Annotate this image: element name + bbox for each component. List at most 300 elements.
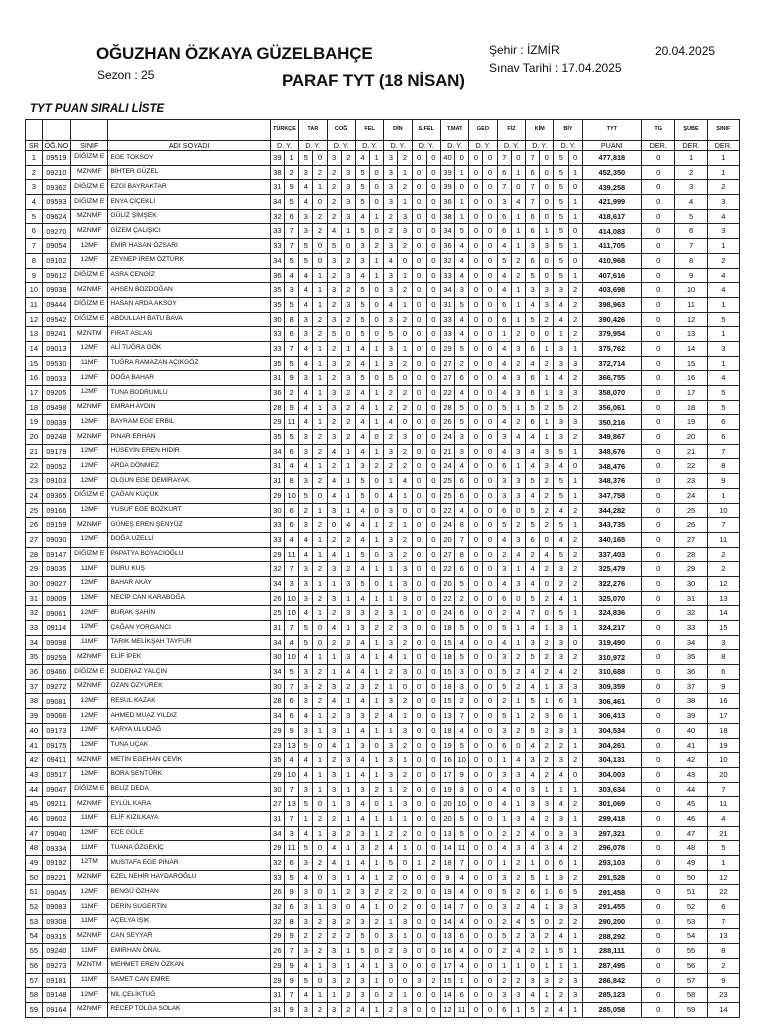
score-cell: 0 [412, 327, 426, 342]
class-rank-cell: 1 [707, 856, 739, 871]
score-cell: 34 [270, 635, 284, 650]
class-cell: DİĞİZM E [71, 782, 108, 797]
score-cell: 0 [540, 253, 554, 268]
score-cell: 3 [355, 826, 369, 841]
score-cell: 0 [469, 165, 483, 180]
branch-rank-cell: 25 [675, 503, 707, 518]
score-cell: 0 [426, 929, 440, 944]
rank-cell: 4 [26, 195, 43, 210]
table-row [26, 870, 740, 885]
score-cell: 4 [525, 679, 539, 694]
student-name-cell: EGE TOKSOY [108, 151, 270, 166]
class-rank-cell: 2 [707, 547, 739, 562]
student-name-cell: ARDA DÖNMEZ [108, 459, 270, 474]
score-cell: 1 [313, 958, 327, 973]
tg-rank-cell: 0 [641, 400, 675, 415]
score-cell: 1 [511, 797, 525, 812]
tg-rank-cell: 0 [641, 488, 675, 503]
rank-cell: 58 [26, 988, 43, 1003]
class-rank-cell: 3 [707, 195, 739, 210]
student-number-cell: 09081 [42, 694, 70, 709]
table-row [26, 606, 740, 621]
score-cell: 0 [511, 782, 525, 797]
score-cell: 2 [540, 738, 554, 753]
student-number-cell: 09542 [42, 312, 70, 327]
branch-rank-cell: 38 [675, 694, 707, 709]
score-cell: 36 [440, 195, 454, 210]
score-cell: 0 [313, 621, 327, 636]
score-cell: 0 [469, 988, 483, 1003]
score-cell: 0 [412, 415, 426, 430]
score-cell: 2 [327, 165, 341, 180]
rank-cell: 50 [26, 870, 43, 885]
score-cell: 6 [455, 371, 469, 386]
rank-cell: 44 [26, 782, 43, 797]
score-cell: 0 [412, 239, 426, 254]
table-row [26, 488, 740, 503]
score-cell: 2 [313, 679, 327, 694]
tg-rank-cell: 0 [641, 239, 675, 254]
score-cell: 2 [398, 547, 412, 562]
score-cell: 2 [384, 885, 398, 900]
score-cell: 6 [525, 341, 539, 356]
score-cell: 3 [384, 283, 398, 298]
score-cell: 0 [469, 430, 483, 445]
score-cell: 6 [284, 503, 298, 518]
score-cell: 1 [370, 723, 384, 738]
score-cell: 3 [284, 283, 298, 298]
score-cell: 4 [355, 753, 369, 768]
score-cell: 2 [398, 767, 412, 782]
score-cell: 11 [455, 841, 469, 856]
tg-rank-cell: 0 [641, 723, 675, 738]
score-cell: 0 [412, 709, 426, 724]
score-cell: 4 [355, 268, 369, 283]
score-cell: 0 [469, 151, 483, 166]
score-cell: 0 [469, 371, 483, 386]
score-cell: 1 [568, 591, 582, 606]
tg-rank-cell: 0 [641, 444, 675, 459]
tyt-score-cell: 344,282 [582, 503, 641, 518]
subject-header: KİM [525, 120, 553, 141]
score-cell: 0 [412, 753, 426, 768]
score-cell: 3 [384, 767, 398, 782]
score-cell: 0 [426, 180, 440, 195]
score-cell: 3 [384, 694, 398, 709]
score-cell: 5 [525, 474, 539, 489]
score-cell: 0 [412, 474, 426, 489]
score-cell: 4 [341, 518, 355, 533]
score-cell: 5 [554, 547, 568, 562]
score-cell: 0 [469, 518, 483, 533]
score-cell: 13 [284, 797, 298, 812]
score-cell: 1 [398, 488, 412, 503]
score-cell: 6 [497, 1002, 511, 1017]
score-cell: 6 [455, 988, 469, 1003]
score-cell: 0 [370, 180, 384, 195]
score-cell: 3 [554, 356, 568, 371]
score-cell: 2 [568, 283, 582, 298]
score-cell: 39 [440, 165, 454, 180]
score-cell: 1 [370, 635, 384, 650]
score-cell: 2 [341, 151, 355, 166]
score-cell: 28 [440, 400, 454, 415]
score-cell: 0 [426, 209, 440, 224]
score-cell: 7 [284, 224, 298, 239]
score-cell: 5 [355, 180, 369, 195]
tg-rank-cell: 0 [641, 944, 675, 959]
score-cell: 1 [568, 856, 582, 871]
score-cell: 3 [398, 621, 412, 636]
score-cell: 4 [525, 767, 539, 782]
student-name-cell: HÜSEYİN EREN HIDIR [108, 444, 270, 459]
score-cell: 1 [412, 856, 426, 871]
score-cell: 3 [398, 1002, 412, 1017]
score-cell: 2 [455, 591, 469, 606]
score-cell: 1 [370, 591, 384, 606]
score-cell: 3 [554, 870, 568, 885]
column-header: PUANI [582, 141, 641, 151]
score-cell: 2 [341, 973, 355, 988]
score-cell: 0 [426, 841, 440, 856]
score-cell: 5 [355, 576, 369, 591]
class-cell: DİĞİZM E [71, 665, 108, 680]
score-cell: 3 [384, 929, 398, 944]
score-cell: 0 [483, 209, 497, 224]
score-cell: 33 [270, 870, 284, 885]
score-cell: 4 [299, 356, 313, 371]
table-row [26, 709, 740, 724]
rank-cell: 27 [26, 532, 43, 547]
score-cell: 2 [341, 415, 355, 430]
score-cell: 2 [370, 782, 384, 797]
table-row [26, 811, 740, 826]
score-cell: 0 [483, 180, 497, 195]
score-cell: 2 [511, 723, 525, 738]
score-cell: 1 [341, 341, 355, 356]
student-name-cell: ENYA ÇİÇEKLİ [108, 195, 270, 210]
student-number-cell: 09498 [42, 400, 70, 415]
student-number-cell: 09259 [42, 650, 70, 665]
score-cell: 0 [426, 738, 440, 753]
column-header: ADI SOYADI [108, 141, 270, 151]
score-cell: 1 [370, 694, 384, 709]
rank-cell: 2 [26, 165, 43, 180]
score-cell: 3 [525, 283, 539, 298]
score-cell: 7 [497, 180, 511, 195]
rank-cell: 40 [26, 723, 43, 738]
score-cell: 1 [313, 709, 327, 724]
table-row [26, 224, 740, 239]
score-cell: 2 [497, 606, 511, 621]
class-rank-cell: 1 [707, 165, 739, 180]
score-cell: 1 [370, 386, 384, 401]
score-cell: 3 [540, 297, 554, 312]
score-cell: 0 [426, 885, 440, 900]
score-cell: 2 [341, 253, 355, 268]
class-cell: 11MF [71, 973, 108, 988]
score-cell: 2 [341, 1002, 355, 1017]
score-cell: 27 [440, 547, 454, 562]
tyt-score-cell: 304,534 [582, 723, 641, 738]
score-cell: 4 [525, 576, 539, 591]
student-number-cell: 09624 [42, 209, 70, 224]
score-cell: 6 [284, 694, 298, 709]
score-cell: 1 [384, 811, 398, 826]
score-cell: 3 [299, 591, 313, 606]
score-cell: 2 [341, 679, 355, 694]
score-cell: 6 [284, 856, 298, 871]
score-cell: 0 [412, 914, 426, 929]
score-cell: 1 [384, 562, 398, 577]
tyt-score-cell: 350,216 [582, 415, 641, 430]
score-cell: 3 [384, 151, 398, 166]
score-cell: 1 [540, 958, 554, 973]
tyt-score-cell: 439,258 [582, 180, 641, 195]
score-cell: 4 [355, 430, 369, 445]
tyt-score-cell: 319,490 [582, 635, 641, 650]
score-cell: 3 [299, 562, 313, 577]
branch-rank-cell: 17 [675, 386, 707, 401]
rank-cell: 25 [26, 503, 43, 518]
score-cell: 2 [511, 679, 525, 694]
score-cell: 4 [525, 738, 539, 753]
score-cell: 0 [483, 503, 497, 518]
score-cell: 0 [412, 591, 426, 606]
student-name-cell: DOĞA BAHAR [108, 371, 270, 386]
student-name-cell: BENGÜ ÖZHAN [108, 885, 270, 900]
class-cell: DİĞİZM E [71, 195, 108, 210]
class-rank-cell: 8 [707, 944, 739, 959]
score-cell: 7 [284, 239, 298, 254]
score-cell: 3 [568, 900, 582, 915]
tg-rank-cell: 0 [641, 224, 675, 239]
score-cell: 0 [412, 503, 426, 518]
score-cell: 0 [469, 679, 483, 694]
score-cell: 5 [355, 195, 369, 210]
rank-cell: 41 [26, 738, 43, 753]
score-cell: 0 [469, 606, 483, 621]
class-cell: DİĞİZM E [71, 151, 108, 166]
score-cell: 0 [469, 841, 483, 856]
score-cell: 0 [426, 518, 440, 533]
score-cell: 3 [568, 356, 582, 371]
score-cell: 34 [270, 709, 284, 724]
class-cell: MZNMF [71, 209, 108, 224]
student-name-cell: ALİ TUĞRA GÖK [108, 341, 270, 356]
student-number-cell: 09038 [42, 283, 70, 298]
table-row [26, 209, 740, 224]
score-cell: 1 [568, 518, 582, 533]
score-cell: 3 [497, 562, 511, 577]
tg-rank-cell: 0 [641, 870, 675, 885]
score-cell: 3 [299, 782, 313, 797]
score-cell: 4 [497, 797, 511, 812]
score-cell: 0 [540, 268, 554, 283]
score-cell: 4 [355, 356, 369, 371]
score-cell: 2 [554, 988, 568, 1003]
score-cell: 3 [525, 782, 539, 797]
score-cell: 3 [398, 224, 412, 239]
score-cell: 4 [355, 386, 369, 401]
branch-rank-cell: 57 [675, 973, 707, 988]
score-cell: 1 [568, 268, 582, 283]
score-cell: 8 [455, 547, 469, 562]
score-cell: 1 [313, 753, 327, 768]
score-cell: 1 [313, 400, 327, 415]
score-cell: 5 [284, 297, 298, 312]
student-name-cell: ZEYNEP İREM ÖZTÜRK [108, 253, 270, 268]
header-blank-cell [108, 120, 270, 141]
tg-rank-cell: 0 [641, 518, 675, 533]
score-cell: 0 [483, 165, 497, 180]
score-cell: 4 [554, 929, 568, 944]
score-cell: 0 [469, 650, 483, 665]
score-cell: 6 [497, 312, 511, 327]
score-cell: 1 [540, 621, 554, 636]
score-cell: 2 [384, 665, 398, 680]
score-cell: 1 [327, 650, 341, 665]
branch-rank-cell: 11 [675, 297, 707, 312]
score-cell: 2 [313, 444, 327, 459]
score-cell: 1 [455, 165, 469, 180]
class-rank-cell: 9 [707, 474, 739, 489]
score-cell: 5 [554, 474, 568, 489]
score-cell: 4 [299, 400, 313, 415]
score-cell: 7 [525, 180, 539, 195]
score-cell: 1 [540, 341, 554, 356]
score-cell: 0 [426, 797, 440, 812]
score-cell: 3 [299, 224, 313, 239]
score-cell: 0 [469, 929, 483, 944]
score-cell: 5 [299, 488, 313, 503]
subject-header: BİY [554, 120, 582, 141]
score-cell: 38 [440, 209, 454, 224]
rank-cell: 23 [26, 474, 43, 489]
score-cell: 6 [497, 738, 511, 753]
score-cell: 11 [284, 415, 298, 430]
score-cell: 0 [483, 1002, 497, 1017]
tyt-score-cell: 322,276 [582, 576, 641, 591]
score-cell: 5 [525, 400, 539, 415]
score-cell: 30 [270, 650, 284, 665]
score-cell: 3 [384, 606, 398, 621]
branch-rank-cell: 53 [675, 914, 707, 929]
score-cell: 40 [440, 151, 454, 166]
score-cell: 4 [511, 430, 525, 445]
score-cell: 3 [384, 268, 398, 283]
score-cell: 12 [440, 1002, 454, 1017]
score-cell: 3 [341, 797, 355, 812]
score-cell: 5 [455, 650, 469, 665]
score-cell: 1 [313, 650, 327, 665]
class-rank-cell: 14 [707, 606, 739, 621]
score-cell: 2 [370, 709, 384, 724]
score-cell: 4 [299, 415, 313, 430]
score-cell: 2 [341, 400, 355, 415]
score-cell: 0 [469, 665, 483, 680]
score-cell: 4 [355, 518, 369, 533]
score-cell: 24 [440, 606, 454, 621]
score-cell: 2 [313, 165, 327, 180]
score-cell: 13 [284, 738, 298, 753]
student-name-cell: EZGİ BAYRAKTAR [108, 180, 270, 195]
score-cell: 1 [341, 870, 355, 885]
score-cell: 3 [497, 767, 511, 782]
score-cell: 14 [440, 841, 454, 856]
subject-header: DİN [384, 120, 412, 141]
tg-rank-cell: 0 [641, 356, 675, 371]
score-cell: 3 [455, 444, 469, 459]
score-cell: 5 [455, 826, 469, 841]
tg-rank-cell: 0 [641, 430, 675, 445]
class-rank-cell: 2 [707, 180, 739, 195]
score-cell: 0 [469, 253, 483, 268]
score-cell: 29 [270, 973, 284, 988]
table-row [26, 782, 740, 797]
score-cell: 2 [299, 929, 313, 944]
score-cell: 0 [469, 782, 483, 797]
score-cell: 0 [483, 297, 497, 312]
score-cell: 1 [370, 856, 384, 871]
score-cell: 0 [370, 474, 384, 489]
student-name-cell: ABDULLAH BATU BAVA [108, 312, 270, 327]
student-name-cell: GİZEM ÇALIŞICI [108, 224, 270, 239]
score-cell: 3 [384, 356, 398, 371]
score-cell: 2 [398, 900, 412, 915]
class-rank-cell: 15 [707, 621, 739, 636]
class-rank-cell: 3 [707, 224, 739, 239]
score-cell: 3 [299, 312, 313, 327]
student-name-cell: RECEP TOLGA SOLAK [108, 1002, 270, 1017]
score-cell: 4 [455, 958, 469, 973]
score-cell: 1 [313, 576, 327, 591]
score-cell: 2 [568, 532, 582, 547]
score-cell: 7 [525, 606, 539, 621]
score-cell: 3 [568, 386, 582, 401]
tg-rank-cell: 0 [641, 782, 675, 797]
score-cell: 4 [341, 665, 355, 680]
score-cell: 4 [554, 503, 568, 518]
score-cell: 2 [497, 944, 511, 959]
score-cell: 0 [483, 679, 497, 694]
tg-rank-cell: 0 [641, 532, 675, 547]
score-cell: 10 [455, 797, 469, 812]
score-cell: 0 [412, 621, 426, 636]
branch-rank-cell: 19 [675, 415, 707, 430]
score-cell: 0 [370, 312, 384, 327]
class-cell: 11MF [71, 900, 108, 915]
score-cell: 3 [299, 694, 313, 709]
score-cell: 3 [284, 576, 298, 591]
print-date: 20.04.2025 [655, 44, 716, 58]
branch-rank-cell: 31 [675, 591, 707, 606]
table-row [26, 958, 740, 973]
student-name-cell: GÜNEŞ EREN ŞENYÜZ [108, 518, 270, 533]
tg-rank-cell: 0 [641, 988, 675, 1003]
score-cell: 0 [540, 327, 554, 342]
score-cell: 3 [327, 944, 341, 959]
student-name-cell: PINAR ERHAN [108, 430, 270, 445]
score-cell: 33 [270, 224, 284, 239]
table-row [26, 195, 740, 210]
score-cell: 2 [370, 679, 384, 694]
score-cell: 3 [355, 885, 369, 900]
score-cell: 1 [370, 900, 384, 915]
class-rank-cell: 1 [707, 151, 739, 166]
class-cell: 12MF [71, 694, 108, 709]
score-cell: 1 [341, 723, 355, 738]
